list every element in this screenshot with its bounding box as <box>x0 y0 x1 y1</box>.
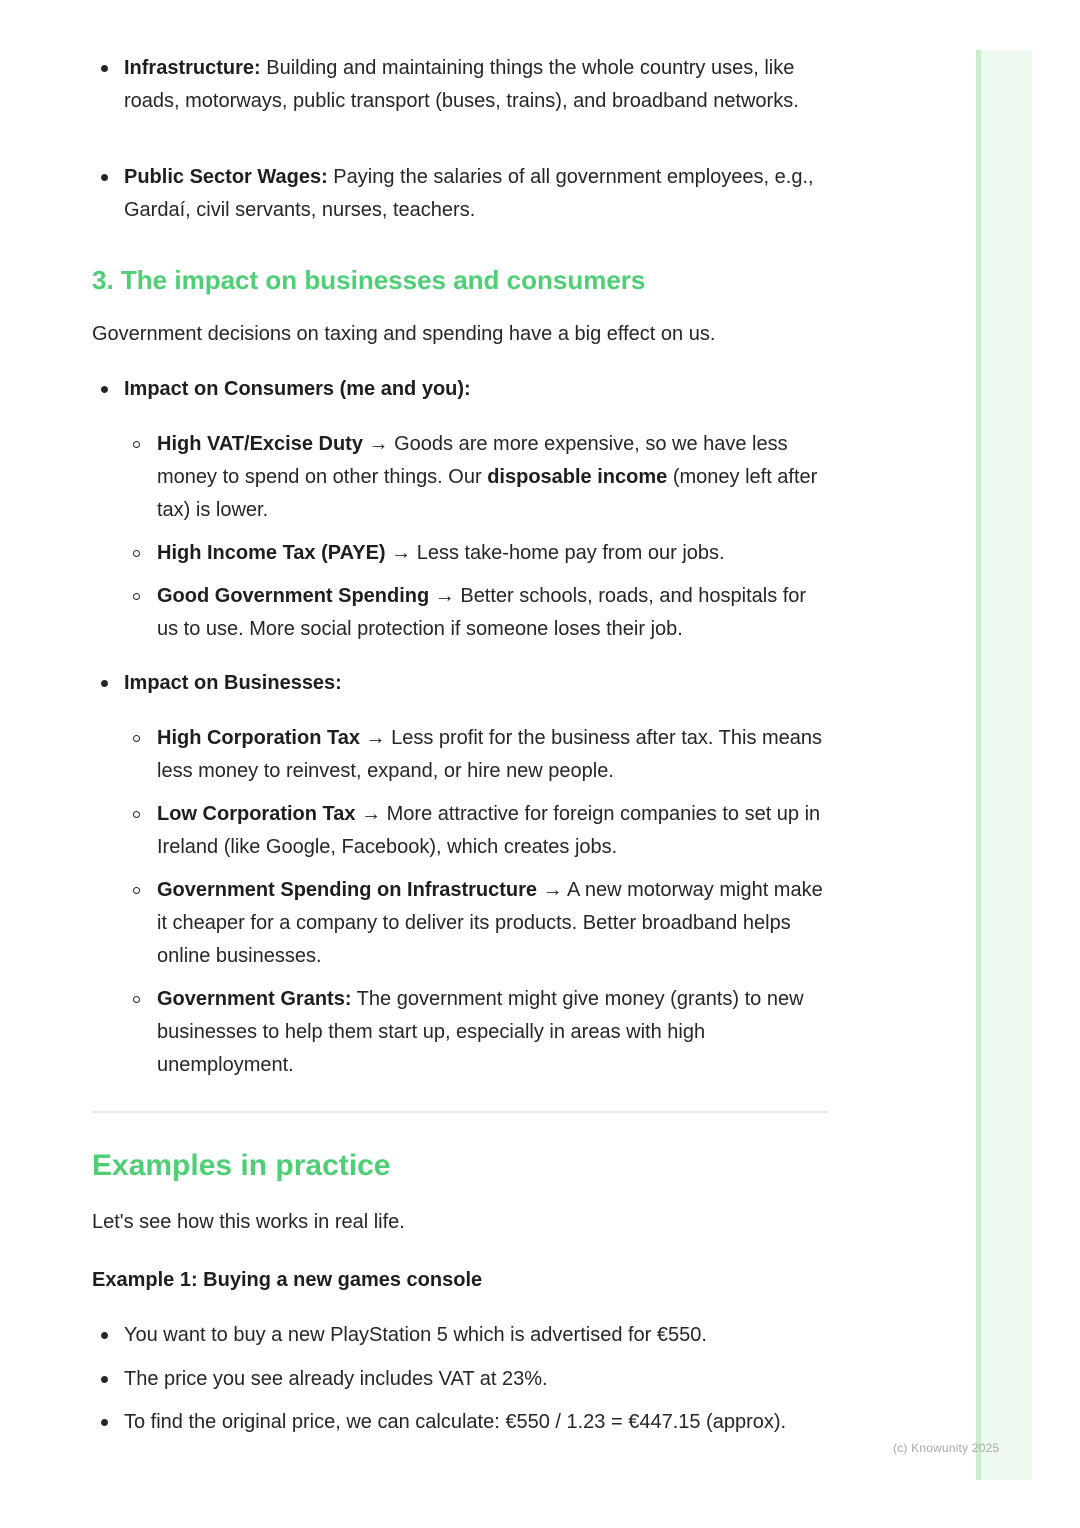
item-term: Infrastructure: <box>124 57 261 79</box>
spending-list-2 <box>92 161 832 227</box>
section-intro: Government decisions on taxing and spending have a big effect on us. <box>92 323 716 345</box>
businesses-sublist-3 <box>92 874 832 973</box>
list-item <box>92 667 832 700</box>
item-text: To find the original price, we can calculate: €550 / 1.23 = €447.15 (approx). <box>124 1411 787 1433</box>
item-text: The price you see already includes VAT at 23%. <box>124 1368 548 1390</box>
example-title: Example 1: Buying a new games console <box>92 1269 483 1291</box>
item-term: High Income Tax (PAYE) <box>157 542 386 564</box>
list-item <box>92 1363 852 1396</box>
businesses-list <box>92 667 832 700</box>
item-term: Low Corporation Tax <box>157 803 356 825</box>
bullet-icon <box>101 65 108 72</box>
item-text: → A new motorway might make it cheaper for a company to deliver its products. Better broadband helps online businesses. <box>157 879 823 967</box>
consumers-sublist-2 <box>92 537 832 570</box>
businesses-sublist-2 <box>92 798 832 864</box>
item-text: Building and maintaining things the whole country uses, like roads, motorways, public transport (buses, trains), and broadband networks. <box>124 57 799 112</box>
sublist-item <box>92 580 832 646</box>
circle-bullet-icon <box>133 550 140 557</box>
spending-list <box>92 52 832 118</box>
section-heading: 3. The impact on businesses and consumers <box>92 265 646 295</box>
bullet-icon <box>101 1419 108 1426</box>
circle-bullet-icon <box>133 735 140 742</box>
item-text: You want to buy a new PlayStation 5 which is advertised for €550. <box>124 1324 707 1346</box>
sublist-item <box>92 983 832 1082</box>
item-term: Impact on Consumers (me and you): <box>124 378 471 400</box>
example-list <box>92 1319 852 1352</box>
consumers-sublist-3 <box>92 580 832 646</box>
list-item <box>92 1406 852 1439</box>
list-item <box>92 161 832 227</box>
circle-bullet-icon <box>133 887 140 894</box>
item-text: → Less profit for the business after tax. This means less money to reinvest, expand, or hire new people. <box>157 727 823 782</box>
item-text: → Less take-home pay from our jobs. <box>385 542 725 564</box>
sublist-item <box>92 428 832 527</box>
examples-heading: Examples in practice <box>92 1149 391 1182</box>
item-term: High VAT/Excise Duty <box>157 433 363 455</box>
circle-bullet-icon <box>133 811 140 818</box>
bullet-icon <box>101 680 108 687</box>
item-term: Impact on Businesses: <box>124 672 342 694</box>
bullet-icon <box>101 386 108 393</box>
item-text: The government might give money (grants) to new businesses to help them start up, especially in areas with high unemployment. <box>157 988 804 1076</box>
sublist-item <box>92 798 832 864</box>
list-item <box>92 1319 852 1352</box>
businesses-sublist <box>92 722 832 788</box>
item-text: (money left after tax) is lower. <box>157 466 818 521</box>
list-item <box>92 52 832 118</box>
bullet-icon <box>101 174 108 181</box>
sublist-item <box>92 537 832 570</box>
item-term-inline: disposable income <box>487 466 668 488</box>
side-margin-strip <box>976 50 1032 1480</box>
circle-bullet-icon <box>133 996 140 1003</box>
list-item <box>92 373 832 406</box>
circle-bullet-icon <box>133 593 140 600</box>
example-list-2 <box>92 1363 852 1396</box>
item-term: High Corporation Tax <box>157 727 360 749</box>
bullet-icon <box>101 1376 108 1383</box>
item-term: Government Grants: <box>157 988 352 1010</box>
circle-bullet-icon <box>133 441 140 448</box>
item-term: Good Government Spending <box>157 585 430 607</box>
item-text: → More attractive for foreign companies to set up in Ireland (like Google, Facebook), which creates jobs. <box>157 803 821 858</box>
bullet-icon <box>101 1332 108 1339</box>
item-text: → Better schools, roads, and hospitals for us to use. More social protection if someone loses their job. <box>157 585 807 640</box>
item-term: Public Sector Wages: <box>124 166 328 188</box>
item-term: Government Spending on Infrastructure <box>157 879 538 901</box>
consumers-sublist <box>92 428 832 527</box>
examples-intro: Let's see how this works in real life. <box>92 1211 405 1233</box>
businesses-sublist-4 <box>92 983 832 1082</box>
consumers-list <box>92 373 832 406</box>
sublist-item <box>92 874 832 973</box>
copyright-footer: (c) Knowunity 2025 <box>893 1441 1000 1455</box>
example-list-3 <box>92 1406 852 1439</box>
section-divider <box>92 1111 828 1113</box>
item-text: → Goods are more expensive, so we have less money to spend on other things. Our <box>157 433 788 488</box>
item-text: Paying the salaries of all government employees, e.g., Gardaí, civil servants, nurses, teachers. <box>124 166 814 221</box>
sublist-item <box>92 722 832 788</box>
